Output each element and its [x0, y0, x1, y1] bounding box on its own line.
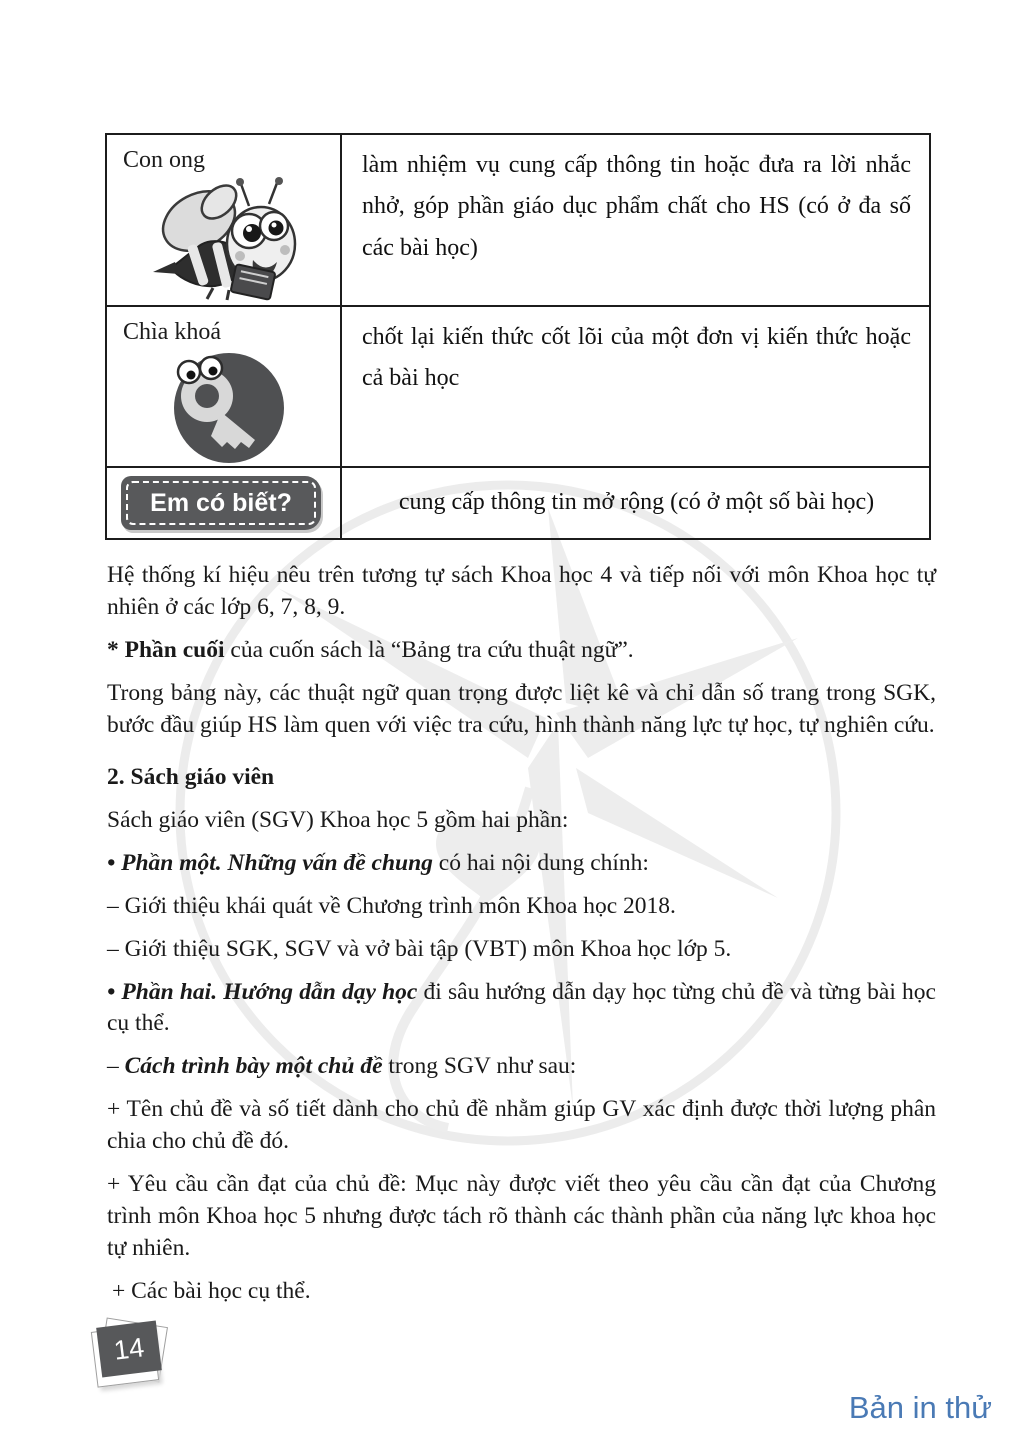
final-bold: Phần cuối [124, 636, 225, 663]
page-number: 14 [112, 1331, 146, 1366]
symbol-description: cung cấp thông tin mở rộng (có ở một số bài học) [341, 467, 930, 539]
plus-item-2: + Yêu cầu cần đạt của chủ đề: Mục này được viết theo yêu cầu cần đạt của Chương trình môn Khoa học 5 nhưng được tách rõ thành các thành phần của năng lực khoa học tự nhiên. [107, 1171, 936, 1262]
main-text-block [107, 560, 936, 1319]
symbol-description: làm nhiệm vụ cung cấp thông tin hoặc đưa ra lời nhắc nhở, góp phần giáo dục phẩm chất cho HS (có ở đa số các bài học) [341, 134, 930, 306]
heading-sgv: 2. Sách giáo viên [107, 763, 275, 790]
key-icon [107, 348, 340, 466]
final-marker: * [107, 636, 125, 663]
dash-item-3 [107, 1051, 936, 1083]
symbol-description: chốt lại kiến thức cốt lõi của một đơn vị kiến thức hoặc cả bài học [341, 306, 930, 467]
dash-rest: trong SGV như sau: [382, 1053, 577, 1080]
bee-icon [107, 176, 340, 301]
paragraph-final-part [107, 635, 936, 667]
bullet-emphasis: Phần hai. Hướng dẫn dạy học [121, 978, 418, 1005]
dash-marker: – [107, 1053, 125, 1080]
em-co-biet-cell [106, 467, 341, 539]
table-row [106, 134, 930, 306]
bullet-rest: đi sâu hướng dẫn dạy học từng chủ đề và từng bài học cụ thể. [107, 978, 936, 1037]
dash-item-2: – Giới thiệu SGK, SGV và vở bài tập (VBT) môn Khoa học lớp 5. [107, 935, 732, 962]
bullet-emphasis: Phần một. Những vấn đề chung [121, 849, 433, 876]
em-co-biet-badge [121, 476, 321, 530]
symbol-legend-table [105, 133, 931, 540]
bullet-phan-mot [107, 848, 936, 880]
table-row [106, 306, 930, 467]
dash-emphasis: Cách trình bày một chủ đề [124, 1053, 383, 1080]
paragraph-symbols: Hệ thống kí hiệu nêu trên tương tự sách Khoa học 4 và tiếp nối với môn Khoa học tự nhiên ở các lớp 6, 7, 8, 9. [107, 562, 936, 620]
bullet-phan-hai [107, 977, 936, 1041]
paragraph-glossary: Trong bảng này, các thuật ngữ quan trọng được liệt kê và chỉ dẫn số trang trong SGK, bước đầu giúp HS làm quen với việc tra cứu, hình thành năng lực tự học, tự nghiên cứu. [107, 679, 936, 738]
symbol-label: Con ong [123, 147, 206, 173]
bullet-marker: • [107, 978, 122, 1005]
page-number-tile [92, 1318, 166, 1392]
table-row [106, 467, 930, 539]
final-rest: của cuốn sách là “Bảng tra cứu thuật ngữ”. [224, 636, 634, 663]
bullet-rest: có hai nội dung chính: [432, 849, 649, 876]
bee-cell [106, 134, 341, 306]
symbol-label: Chìa khoá [123, 319, 221, 345]
badge-label: Em có biết? [150, 488, 292, 517]
paragraph-sgv-intro: Sách giáo viên (SGV) Khoa học 5 gồm hai phần: [107, 806, 569, 833]
proof-label: Bản in thử [848, 1390, 992, 1425]
plus-item-1: + Tên chủ đề và số tiết dành cho chủ đề nhằm giúp GV xác định được thời lượng phân chia cho chủ đề đó. [107, 1096, 936, 1155]
bullet-marker: • [107, 849, 122, 876]
plus-item-3: + Các bài học cụ thể. [112, 1278, 311, 1305]
dash-item-1: – Giới thiệu khái quát về Chương trình môn Khoa học 2018. [107, 892, 676, 919]
key-cell [106, 306, 341, 467]
page-number-badge [96, 1321, 162, 1378]
